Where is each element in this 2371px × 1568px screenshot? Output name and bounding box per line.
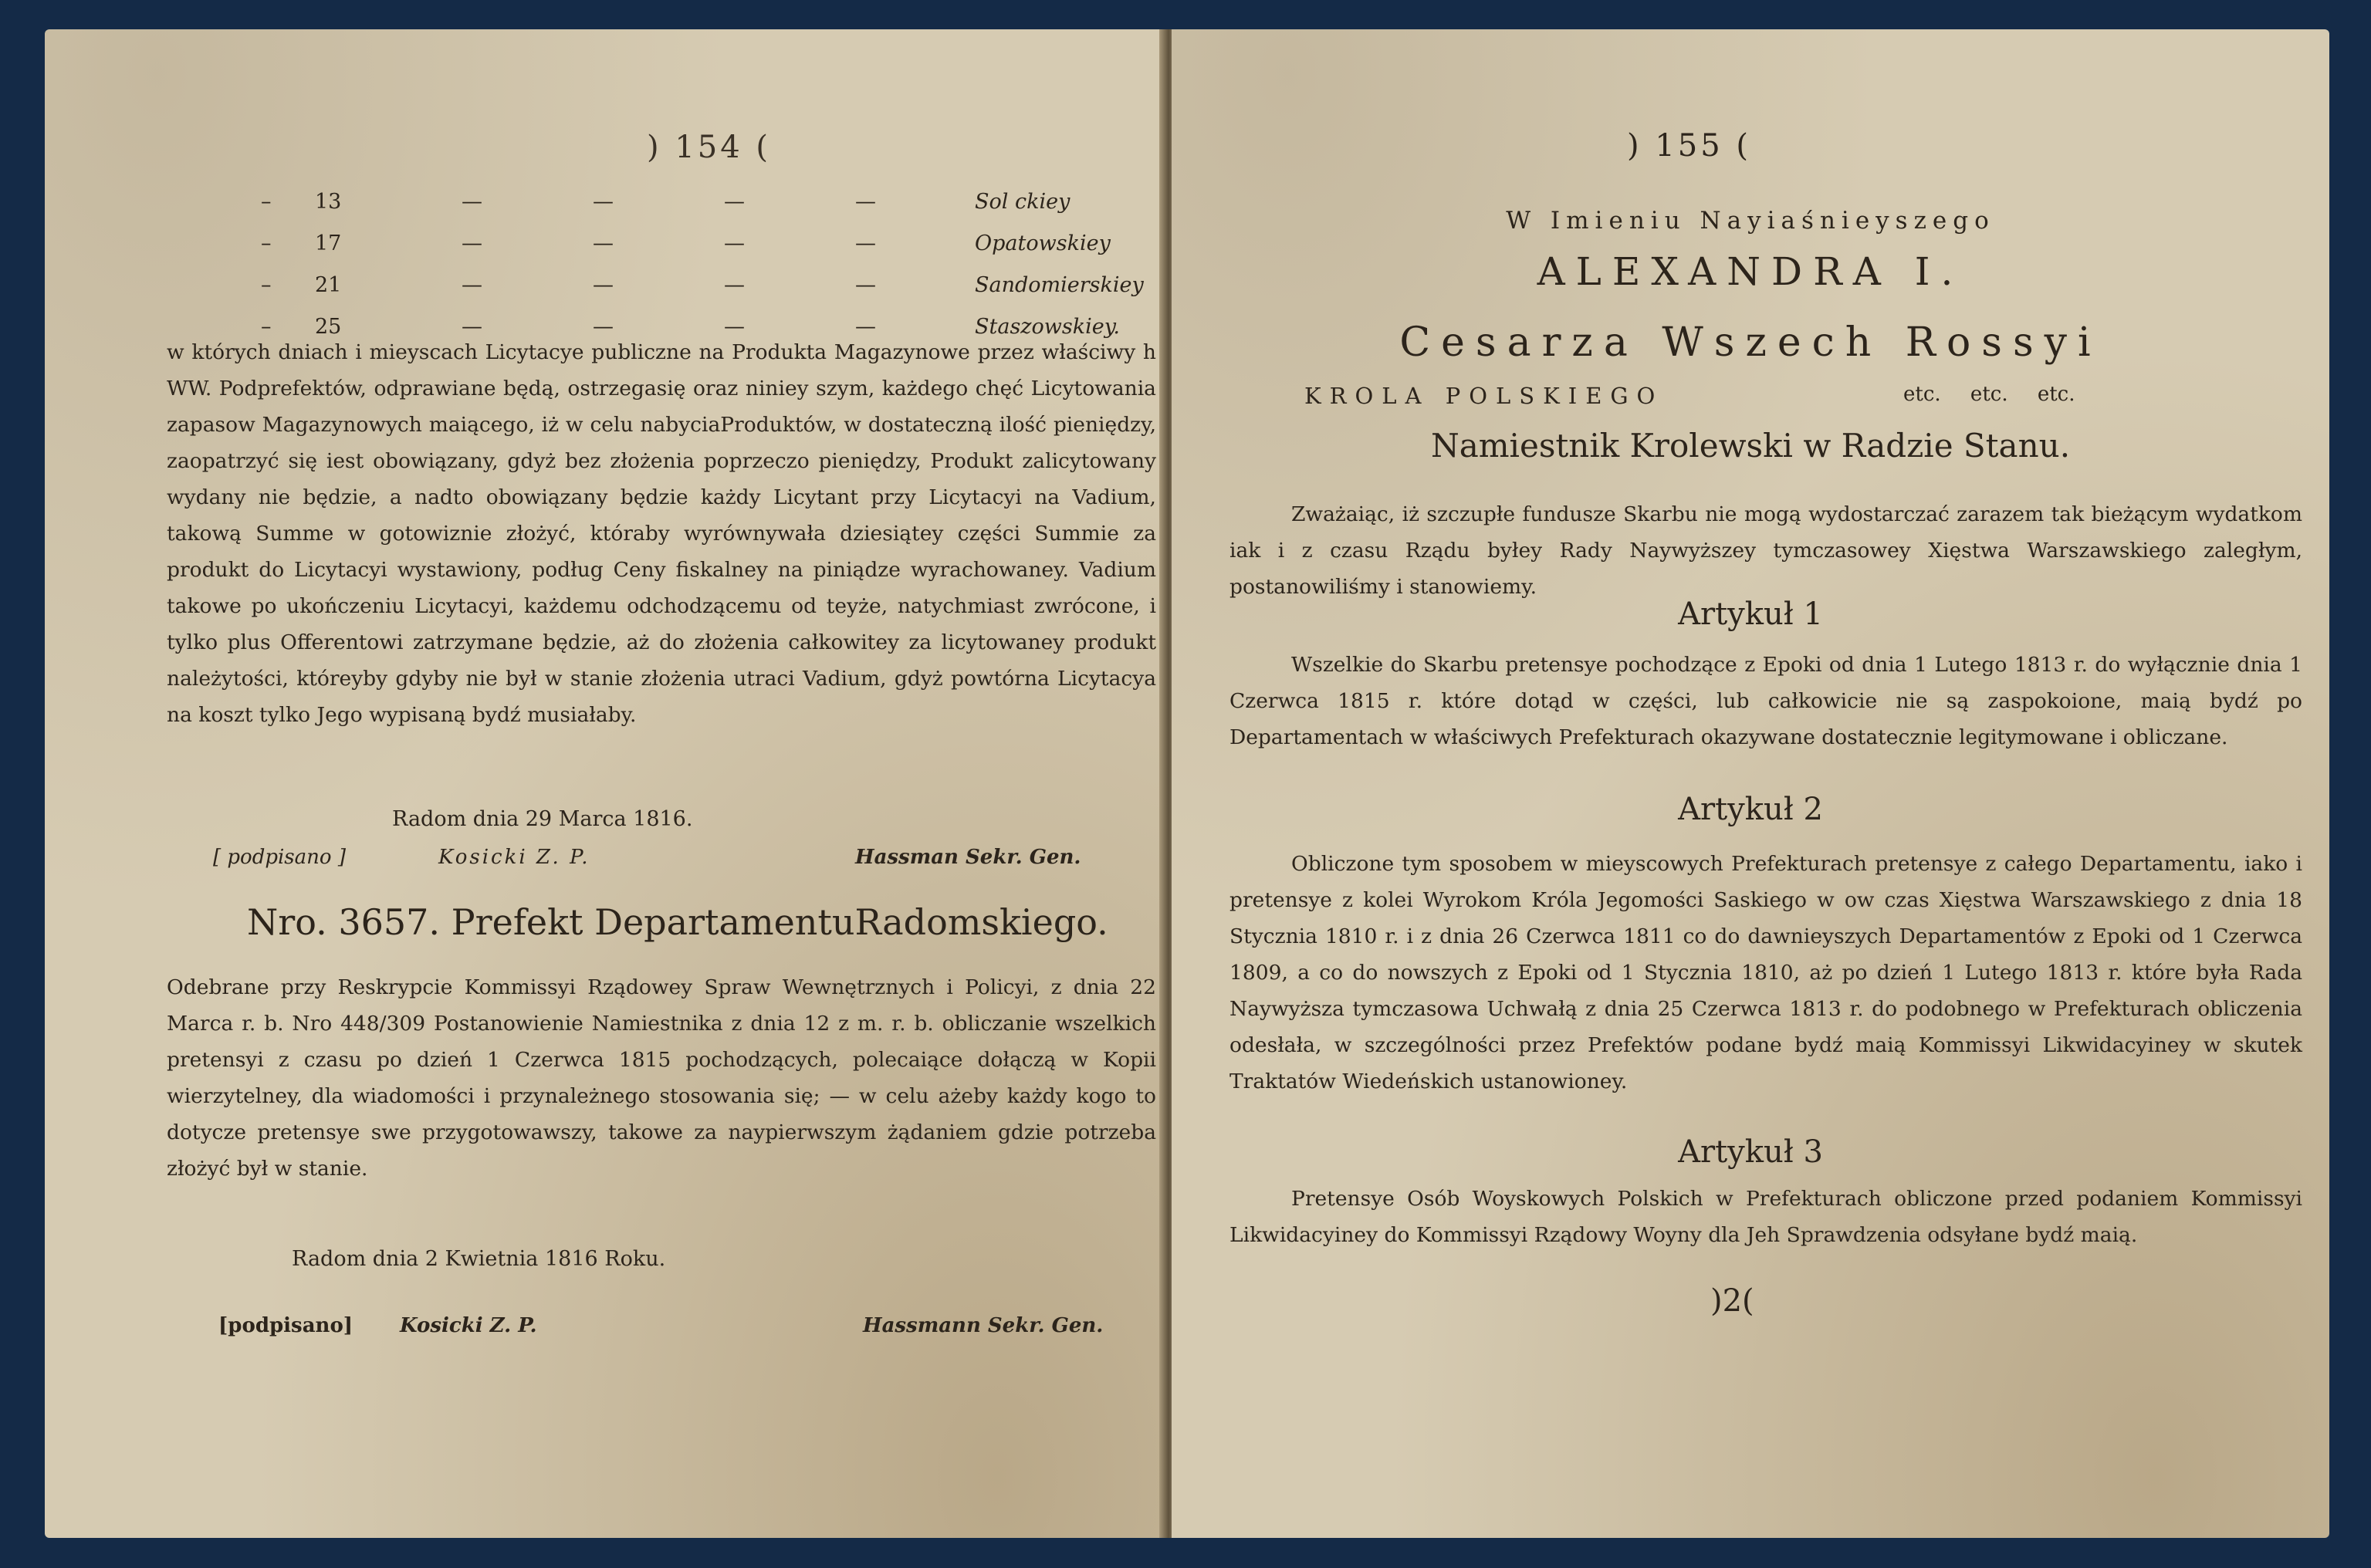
list-item: – 21 — — — — Sandomierskiey [261, 273, 1144, 297]
page-number-left: ) 154 ( [647, 130, 771, 165]
article-1-text: Wszelkie do Skarbu pretensye pochodzące z Epoki od dnia 1 Lutego 1813 r. do wyłącznie dnia 1 Czerwca 1815 r. które dotąd w części, lub całkowicie nie są zaspokoione, maią bydź po Departamentach w właściwych Prefekturach okazywane dostatecznie legitymowane i obliczane. [1229, 653, 2302, 749]
list-item: – 25 — — — — Staszowskiey. [261, 315, 1120, 339]
intro-paragraph: Zważaiąc, iż szczupłe fundusze Skarbu nie mogą wydostarczać zarazem tak bieżącym wydatkom iak i z czasu Rządu byłey Rady Naywyższey tymczasowey Xięstwa Warszawskiego zaległym, postanowiliśmy i stanowiemy. [1229, 502, 2302, 599]
article-3-title: Artykuł 3 [1678, 1134, 1823, 1170]
left-page [45, 29, 1165, 1538]
article-3-text: Pretensye Osób Woyskowych Polskich w Prefekturach obliczone przed podaniem Kommissyi Likwidacyiney do Kommissyi Rządowy Woyny dla Jeh Sprawdzenia odsyłane bydź maią. [1229, 1187, 2302, 1247]
decree-header-viceroy: Namiestnik Krolewski w Radzie Stanu. [1430, 427, 2071, 465]
list-item: – 13 — — — — Sol ckiey [261, 190, 1071, 214]
signature-name-1: Kosicki Z. P. [438, 846, 590, 869]
decree-header-monarch: ALEXANDRA I. [1537, 249, 1964, 294]
signature-name-2: Kosicki Z. P. [400, 1314, 537, 1337]
decree-header-in-name: W Imieniu Nayiaśnieyszego [1506, 207, 1995, 235]
article-2-text: Obliczone tym sposobem w mieyscowych Prefekturach pretensye z całego Departamentu, iako i pretensye z kolei Wyrokom Króla Jegomości Saskiego w ow czas Xięstwa Warszawskiego z dnia 18 Stycznia 1810 r. i z dnia 26 Czerwca 1811 co do dawnieyszych Departamentów z Epoki od 1 Czerwca 1809, a co do nowszych z Epoki od 1 Stycznia 1810, aż po dzień 1 Lutego 1813 r. które była Rada Naywyższa tymczasowa Uchwałą z dnia 25 Czerwca 1813 r. do podobnego w Prefekturach obliczenia odesłała, w szczególności przez Prefektów podane bydź maią Kommissyi Likwidacyiney w skutek Traktatów Wiedeńskich ustanowioney. [1229, 852, 2302, 1093]
date-line-1: Radom dnia 29 Marca 1816. [392, 807, 693, 831]
page-number-right: ) 155 ( [1627, 128, 1751, 164]
signature-mark: )2( [1710, 1283, 1754, 1319]
prefect-paragraph: Odebrane przy Reskrypcie Kommissyi Rządowey Spraw Wewnętrznych i Policyi, z dnia 22 Marca r. b. Nro 448/309 Postanowienie Namiestnika z dnia 12 z m. r. b. obliczanie wszelkich pretensyi z czasu po dzień 1 Czerwca 1815 pochodzących, polecaiące dołączą w Kopii wierzytelney, dla wiadomości i przynależnego stosowania się; — w celu ażeby każdy kogo to dotycze pretensye swe przygotowawszy, takowe za naypierwszym żądaniem gdzie potrzeba złożyć był w stanie. [167, 975, 1156, 1181]
section-heading: Nro. 3657. Prefekt DepartamentuRadomskiego. [247, 901, 1108, 943]
decree-header-title: Cesarza Wszech Rossyi [1399, 319, 2102, 366]
auction-paragraph: w których dniach i mieyscach Licytacye publiczne na Produkta Magazynowe przez właściwy h WW. Podprefektów, odprawiane będą, ostrzegasię oraz niniey szym, każdego chęć Licytowania zapasow Magazynowych maiącego, iż w celu nabyciaProduktów, w dostateczną ilość pieniędzy, zaopatrzyć się iest obowiązany, gdyż bez złożenia poprzeczo pieniędzy, Produkt zalicytowany wydany nie będzie, a nadto obowiązany będzie każdy Licytant przy Licytacyi na Vadium, takową Summe w gotowiznie złożyć, któraby wyrównywała dziesiątey części Summie za produkt do Licytacyi wystawiony, podług Ceny fiskalney na piniądze wyrachowaney. Vadium takowe po ukończeniu Licytacyi, każdemu odchodzącemu od teyże, natychmiast zwrócone, i tylko plus Offerentowi zatrzymane będzie, aż do złożenia całkowitey za licytowaney produkt należytości, któreyby gdyby nie był w stanie złożenia utraci Vadium, gdyż powtórna Licytacya na koszt tylko Jego wypisaną bydź musiałaby. [167, 340, 1156, 727]
list-item: – 17 — — — — Opatowskiey [261, 231, 1111, 255]
signature-left-2: [podpisano] [218, 1314, 353, 1337]
article-1-title: Artykuł 1 [1678, 596, 1823, 632]
article-2-title: Artykuł 2 [1678, 792, 1823, 827]
right-page [1172, 29, 2329, 1538]
date-line-2: Radom dnia 2 Kwietnia 1816 Roku. [292, 1247, 666, 1271]
decree-header-etc: etc. etc. etc. [1903, 383, 2075, 406]
decree-header-king: KROLA POLSKIEGO [1304, 383, 1664, 409]
signature-left-1: [ podpisano ] [213, 846, 346, 869]
signature-secretary-2: Hassmann Sekr. Gen. [863, 1314, 1104, 1337]
signature-secretary-1: Hassman Sekr. Gen. [855, 846, 1081, 869]
